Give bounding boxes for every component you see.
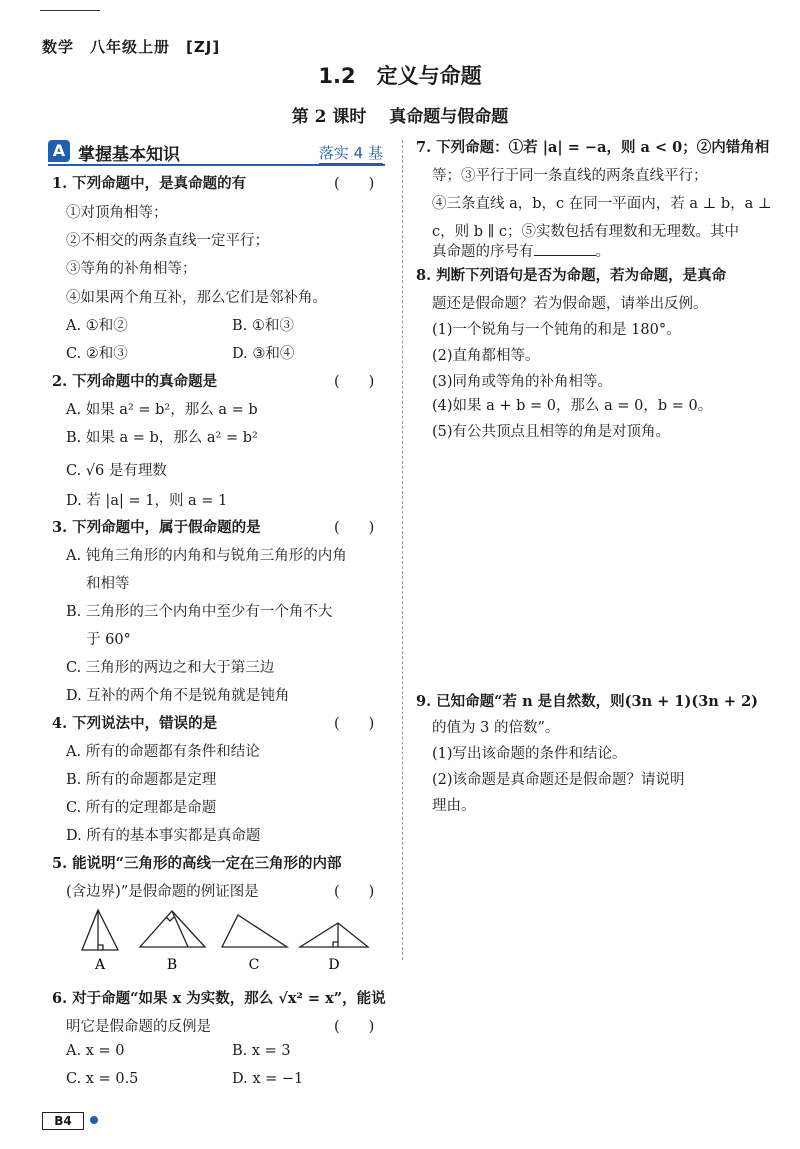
left-line	[52, 712, 217, 733]
page-title: 1.2 定义与命题	[318, 64, 482, 88]
line-text: A. 钝角三角形的内角和与锐角三角形的内角	[66, 548, 347, 564]
line-text: (2)该命题是真命题还是假命题？请说明	[432, 772, 685, 788]
left-line	[66, 684, 289, 705]
right-line	[432, 318, 681, 339]
line-text: (5)有公共顶点且相等的角是对顶角。	[432, 424, 671, 440]
line-text: 等；③平行于同一条直线的两条直线平行；	[432, 168, 708, 184]
option-text: D. ③和④	[232, 346, 295, 362]
right-line	[432, 220, 739, 241]
right-line	[416, 264, 726, 285]
page-number: B4	[42, 1112, 84, 1130]
line-text: 4. 下列说法中，错误的是	[52, 715, 218, 732]
left-line	[52, 852, 342, 873]
line-text: ④三条直线 a，b，c 在同一平面内，若 a ⊥ b，a ⊥	[432, 196, 772, 212]
left-line	[52, 370, 217, 391]
option-text: B. x = 3	[232, 1043, 291, 1059]
right-line	[432, 292, 708, 313]
line-text: (3)同角或等角的补角相等。	[432, 374, 613, 390]
section-badge: A	[48, 140, 70, 162]
line-text: ②不相交的两条直线一定平行；	[66, 233, 269, 249]
right-line	[432, 192, 772, 213]
line-text: c，则 b ∥ c；⑤实数包括有理数和无理数。其中	[432, 224, 740, 240]
line-text: 1. 下列命题中，是真命题的有	[52, 175, 247, 192]
top-rule	[40, 10, 100, 11]
left-line	[66, 796, 216, 817]
right-line	[416, 690, 758, 711]
right-line	[432, 370, 612, 391]
answer-paren[interactable]: ( )	[334, 374, 375, 390]
left-line	[66, 768, 216, 789]
line-text: 于 60°	[86, 632, 131, 648]
line-tail: 。	[595, 244, 610, 260]
right-line	[416, 136, 769, 157]
line-text: 6. 对于命题“如果 x 为实数，那么 √x² = x”，能说	[52, 990, 386, 1007]
section-header	[48, 138, 385, 166]
left-line	[66, 656, 274, 677]
right-line	[432, 716, 559, 737]
right-line	[432, 344, 540, 365]
figure-label-a: A	[94, 957, 106, 973]
line-text: 理由。	[432, 798, 476, 814]
right-line	[432, 240, 610, 261]
figure-label-d: D	[328, 957, 340, 973]
left-line	[66, 426, 258, 447]
left-line	[66, 286, 327, 307]
column-divider	[402, 140, 403, 960]
line-text: (2)直角都相等。	[432, 348, 540, 364]
left-line	[66, 257, 197, 278]
line-text: B. 如果 a = b，那么 a² = b²	[66, 430, 258, 446]
answer-paren[interactable]: ( )	[334, 884, 375, 900]
left-line	[52, 987, 386, 1008]
left-line	[66, 314, 128, 335]
figure-label-b: B	[166, 957, 178, 973]
left-line	[52, 172, 246, 193]
left-line	[66, 600, 332, 621]
answer-paren[interactable]: ( )	[334, 520, 375, 536]
triangle-d-shape	[300, 923, 368, 947]
section-title: 掌握基本知识	[78, 145, 180, 165]
left-line	[66, 1071, 138, 1087]
line-text: D. 若 |a| = 1，则 a = 1	[66, 493, 228, 509]
right-line	[432, 742, 627, 763]
line-text: (4)如果 a + b = 0，那么 a = 0，b = 0。	[432, 398, 713, 414]
left-line	[66, 544, 347, 565]
line-text: ④如果两个角互补，那么它们是邻补角。	[66, 290, 327, 306]
right-line	[432, 794, 476, 815]
left-line	[66, 459, 167, 480]
line-text: A. 所有的命题都有条件和结论	[66, 744, 260, 760]
answer-paren[interactable]: ( )	[334, 176, 375, 192]
line-text: (1)写出该命题的条件和结论。	[432, 746, 627, 762]
line-text: C. √6 是有理数	[66, 463, 167, 479]
line-text: 真命题的序号有	[432, 244, 534, 260]
line-text: 7. 下列命题：①若 |a| = −a，则 a < 0；②内错角相	[416, 139, 770, 156]
triangle-a-shape	[82, 910, 118, 950]
line-text: (1)一个锐角与一个钝角的和是 180°。	[432, 322, 681, 338]
option-text: B. ①和③	[232, 318, 294, 334]
line-text: (含边界)”是假命题的例证图是	[66, 884, 259, 900]
line-text: 3. 下列命题中，属于假命题的是	[52, 519, 261, 536]
left-line	[66, 229, 269, 250]
answer-blank[interactable]	[534, 243, 596, 256]
figure-label-c: C	[248, 957, 260, 973]
line-text: A. ①和②	[66, 318, 128, 334]
line-text: C. ②和③	[66, 346, 128, 362]
left-line	[52, 516, 261, 537]
left-line	[66, 824, 260, 845]
line-text: ①对顶角相等；	[66, 205, 168, 221]
line-text: 5. 能说明“三角形的高线一定在三角形的内部	[52, 855, 342, 872]
left-line	[66, 1043, 124, 1059]
line-text: A. 如果 a² = b²，那么 a = b	[66, 402, 258, 418]
line-text: A. x = 0	[66, 1043, 125, 1059]
lesson-subtitle: 第 2 课时 真命题与假命题	[291, 107, 509, 127]
line-text: C. 三角形的两边之和大于第三边	[66, 660, 275, 676]
section-tag: 落实 4 基	[318, 144, 383, 162]
left-line	[86, 628, 131, 649]
line-text: 的值为 3 的倍数”。	[432, 720, 560, 736]
right-line	[432, 768, 685, 789]
triangle-b-shape	[140, 911, 205, 947]
line-text: 8. 判断下列语句是否为命题，若为命题，是真命	[416, 267, 727, 284]
left-line	[66, 1015, 211, 1036]
left-line	[66, 398, 258, 419]
line-text: D. 互补的两个角不是锐角就是钝角	[66, 688, 290, 704]
right-line	[432, 394, 712, 415]
left-line	[66, 201, 168, 222]
left-line	[66, 740, 260, 761]
triangle-c-shape	[222, 915, 287, 947]
right-line	[432, 420, 670, 441]
left-line	[86, 572, 130, 593]
decor-dot-icon	[90, 1116, 98, 1124]
book-header: 数学 八年级上册 [ZJ]	[42, 38, 221, 56]
left-line	[66, 489, 227, 510]
option-text: D. x = −1	[232, 1071, 304, 1087]
right-line	[432, 164, 708, 185]
line-text: 明它是假命题的反例是	[66, 1019, 211, 1035]
line-text: B. 所有的命题都是定理	[66, 772, 217, 788]
line-text: B. 三角形的三个内角中至少有一个角不大	[66, 604, 333, 620]
line-text: 和相等	[86, 576, 130, 592]
answer-paren[interactable]: ( )	[334, 1019, 375, 1035]
left-line	[66, 342, 128, 363]
line-text: D. 所有的基本事实都是真命题	[66, 828, 261, 844]
answer-paren[interactable]: ( )	[334, 716, 375, 732]
line-text: C. 所有的定理都是命题	[66, 800, 217, 816]
triangle-figures	[60, 905, 390, 975]
line-text: ③等角的补角相等；	[66, 261, 197, 277]
left-line	[66, 880, 259, 901]
line-text: 2. 下列命题中的真命题是	[52, 373, 218, 390]
line-text: 9. 已知命题“若 n 是自然数，则(3n + 1)(3n + 2)	[416, 693, 759, 710]
line-text: C. x = 0.5	[66, 1071, 139, 1087]
line-text: 题还是假命题？若为假命题，请举出反例。	[432, 296, 708, 312]
